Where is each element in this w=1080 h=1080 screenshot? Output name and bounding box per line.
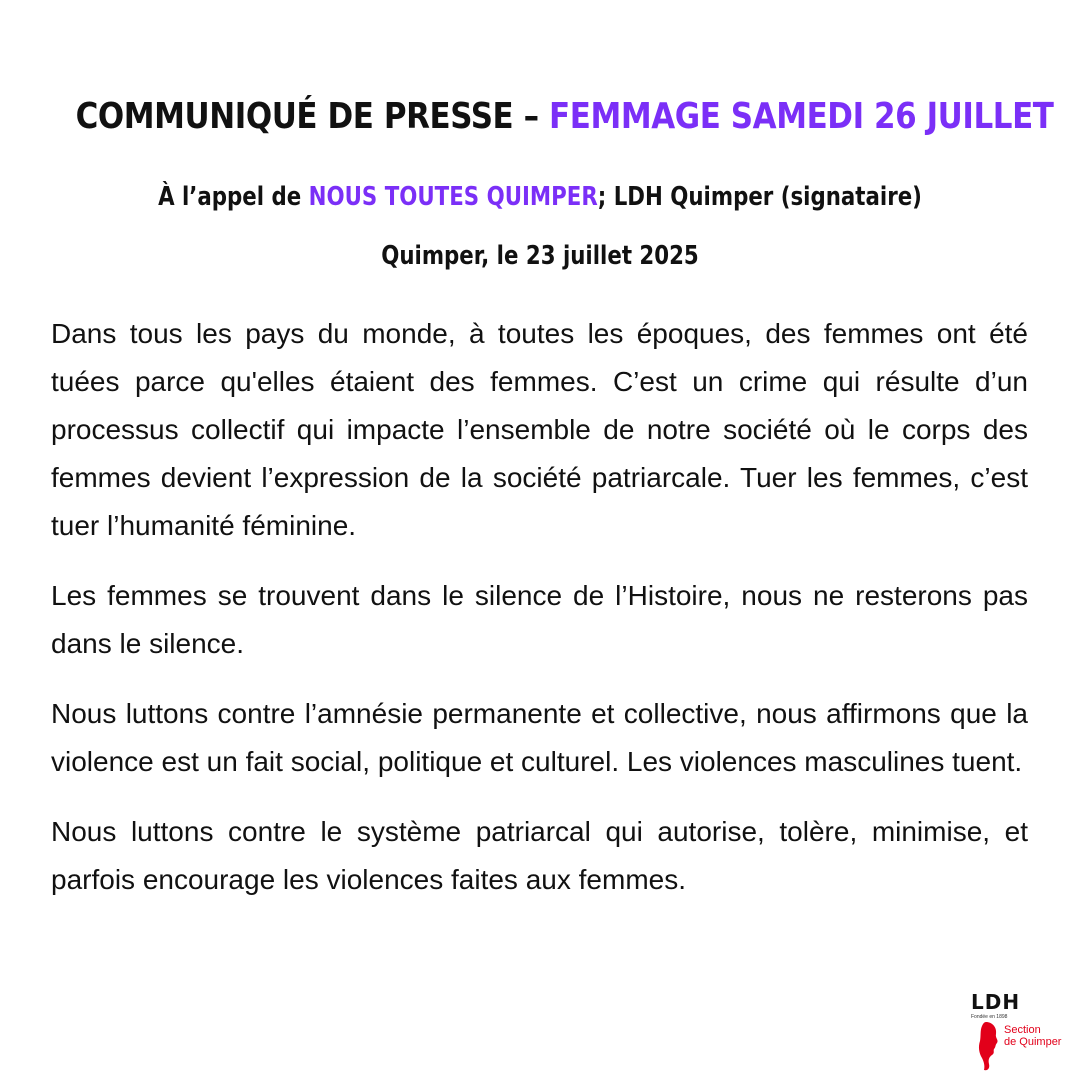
title-main: COMMUNIQUÉ DE PRESSE –	[75, 96, 550, 137]
paragraph: Nous luttons contre l’amnésie permanente et collective, nous affirmons que la violence est un fait social, politique et culturel. Les violences masculines tuent.	[51, 698, 1028, 777]
subtitle-prefix: À l’appel de	[158, 182, 309, 212]
ldh-logo	[962, 990, 1072, 1075]
date-line: Quimper, le 23 juillet 2025	[381, 241, 699, 271]
subtitle-organizers	[97, 182, 983, 212]
logo-section-line1: Section	[1004, 1024, 1041, 1036]
subtitle-highlight: NOUS TOUTES QUIMPER	[308, 182, 598, 212]
page-title	[75, 96, 1054, 137]
marianne-profile-icon	[976, 1020, 1000, 1072]
logo-section-line2: de Quimper	[1004, 1036, 1062, 1048]
logo-wordmark: LDH	[971, 990, 1021, 1014]
paragraph: Les femmes se trouvent dans le silence de l’Histoire, nous ne resterons pas dans le silence.	[51, 580, 1028, 659]
logo-section-name	[1004, 1024, 1061, 1048]
logo-founded: Fondée en 1898	[971, 1014, 1008, 1020]
paragraph: Nous luttons contre le système patriarcal qui autorise, tolère, minimise, et parfois encourage les violences faites aux femmes.	[51, 816, 1028, 895]
title-highlight: FEMMAGE SAMEDI 26 JUILLET	[549, 96, 1054, 137]
body-text	[51, 310, 1028, 926]
paragraph: Dans tous les pays du monde, à toutes les époques, des femmes ont été tuées parce qu'elles étaient des femmes. C’est un crime qui résulte d’un processus collectif qui impacte l’ensemble de notre société où le corps des femmes devient l’expression de la société patriarcale. Tuer les femmes, c’est tuer l’humanité féminine.	[51, 318, 1028, 541]
subtitle-suffix: ; LDH Quimper (signataire)	[597, 182, 922, 212]
